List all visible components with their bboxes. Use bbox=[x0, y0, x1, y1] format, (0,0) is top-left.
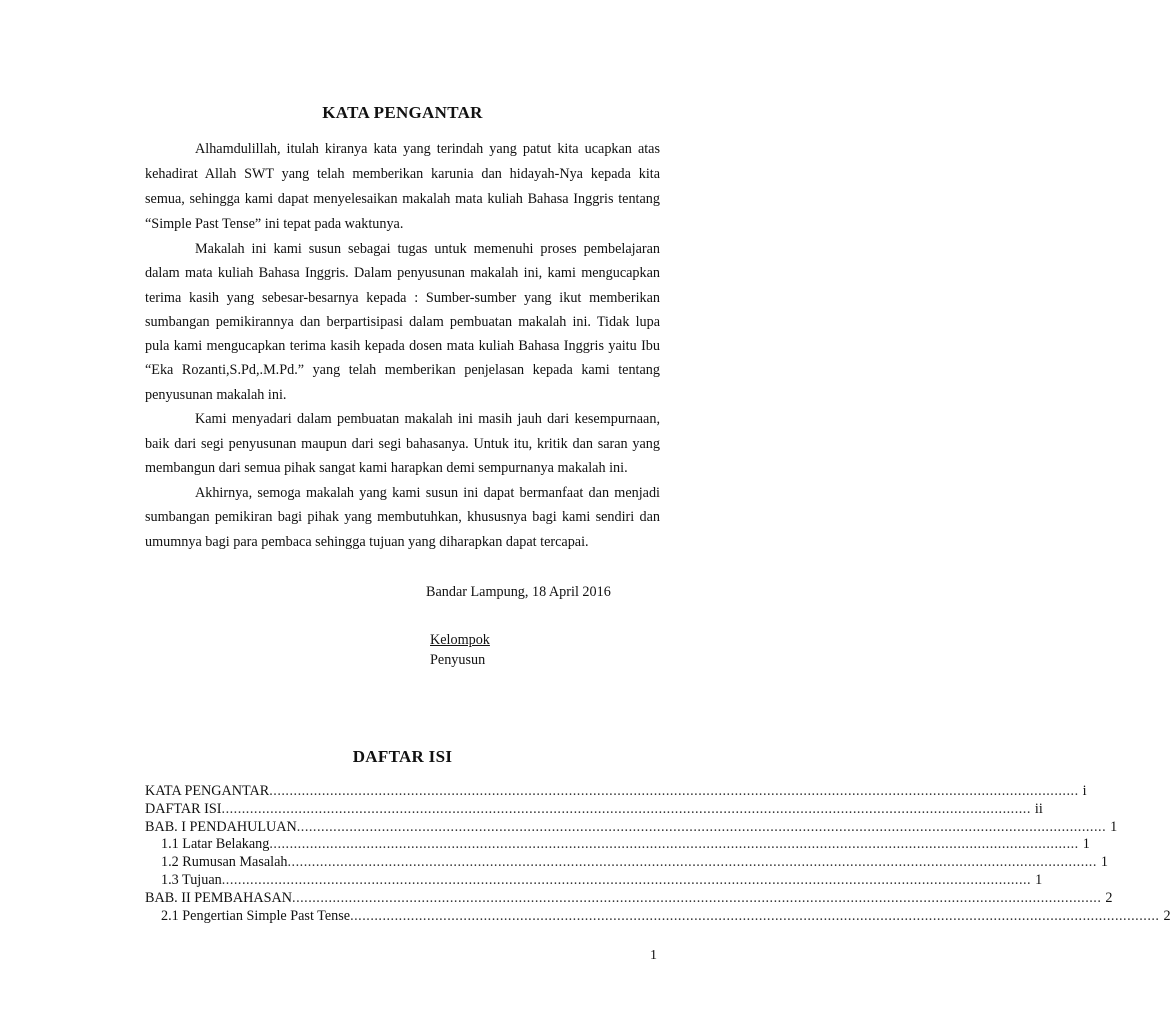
toc-entry-page: 1 bbox=[1035, 871, 1043, 888]
toc-entry-label: 1.3 Tujuan bbox=[161, 871, 222, 888]
toc-entry-label: 1.1 Latar Belakang bbox=[161, 836, 270, 853]
toc-entry bbox=[145, 854, 1108, 872]
toc-entry-label: 1.2 Rumusan Masalah bbox=[161, 854, 288, 871]
toc-entry bbox=[145, 889, 1113, 908]
preface-paragraph: Makalah ini kami susun sebagai tugas untuk memenuhi proses pembelajaran dalam mata kuliah Bahasa Inggris. Dalam penyusunan makalah ini, kami mengucapkan terima kasih yang sebesar-besarnya kepada : Sumber-sumber yang ikut memberikan sumbangan pemikirannya dan berpartisipasi dalam pembuatan makalah ini. Tidak lupa pula kami mengucapkan terima kasih kepada dosen mata kuliah Bahasa Inggris yaitu Ibu “Eka Rozanti,S.Pd,.M.Pd.” yang telah memberikan penjelasan kepada kami tentang penyusunan makalah ini. bbox=[145, 241, 660, 403]
signature-role: Penyusun bbox=[430, 652, 486, 668]
toc-leader-dots: ........................................................................................................................................................................................................ bbox=[221, 871, 1032, 888]
toc-entry-page: 2 bbox=[1163, 907, 1171, 924]
toc-entry bbox=[145, 818, 1118, 837]
toc-entry-label: BAB. II PEMBAHASAN bbox=[145, 889, 293, 906]
signature-place-date: Bandar Lampung, 18 April 2016 bbox=[426, 584, 611, 600]
toc-entry-page: ii bbox=[1034, 800, 1043, 817]
toc-entry bbox=[145, 836, 1090, 854]
preface-paragraph: Alhamdulillah, itulah kiranya kata yang terindah yang patut kita ucapkan atas kehadirat Allah SWT yang telah memberikan karunia dan hidayah-Nya kepada kita semua, sehingga kami dapat menyelesaikan makalah mata kuliah Bahasa Inggris tentang “Simple Past Tense” ini tepat pada waktunya. bbox=[145, 141, 660, 232]
toc-leader-dots: ........................................................................................................................................................................................................ bbox=[292, 889, 1102, 906]
toc-entry-page: 1 bbox=[1082, 836, 1090, 853]
preface-paragraph: Kami menyadari dalam pembuatan makalah ini masih jauh dari kesempurnaan, baik dari segi penyusunan maupun dari segi bahasanya. Untuk itu, kritik dan saran yang membangun dari semua pihak sangat kami harapkan demi sempurnanya makalah ini. bbox=[145, 411, 660, 477]
toc-leader-dots: ........................................................................................................................................................................................................ bbox=[350, 907, 1160, 924]
preface-paragraph: Akhirnya, semoga makalah yang kami susun ini dapat bermanfaat dan menjadi sumbangan pemikiran bagi pihak yang membutuhkan, khususnya bagi kami sendiri dan umumnya bagi para pembaca sehingga tujuan yang diharapkan dapat tercapai. bbox=[145, 484, 660, 550]
toc-title: DAFTAR ISI bbox=[352, 747, 453, 766]
table-of-contents bbox=[145, 783, 1171, 925]
toc-leader-dots: ........................................................................................................................................................................................................ bbox=[296, 818, 1107, 835]
toc-entry-page: 1 bbox=[1100, 854, 1108, 871]
preface-title: KATA PENGANTAR bbox=[322, 103, 483, 122]
toc-entry-label: KATA PENGANTAR bbox=[145, 783, 270, 799]
toc-entry-page: 2 bbox=[1105, 889, 1113, 906]
toc-entry-label: DAFTAR ISI bbox=[145, 800, 222, 817]
toc-entry bbox=[145, 871, 1043, 890]
preface-body bbox=[145, 137, 660, 554]
toc-leader-dots: ........................................................................................................................................................................................................ bbox=[269, 783, 1079, 799]
toc-entry bbox=[145, 907, 1171, 926]
toc-entry bbox=[145, 800, 1043, 819]
signature-group: Kelompok bbox=[430, 632, 490, 648]
toc-leader-dots: ........................................................................................................................................................................................................ bbox=[221, 800, 1031, 817]
toc-entry bbox=[145, 783, 1087, 801]
toc-entry-page: i bbox=[1082, 783, 1087, 799]
toc-entry-label: BAB. I PENDAHULUAN bbox=[145, 818, 297, 835]
toc-entry-label: 2.1 Pengertian Simple Past Tense bbox=[161, 907, 351, 924]
toc-leader-dots: ........................................................................................................................................................................................................ bbox=[269, 836, 1079, 853]
toc-entry-page: 1 bbox=[1110, 818, 1118, 835]
page-number: 1 bbox=[650, 948, 657, 963]
toc-leader-dots: ........................................................................................................................................................................................................ bbox=[287, 854, 1097, 871]
